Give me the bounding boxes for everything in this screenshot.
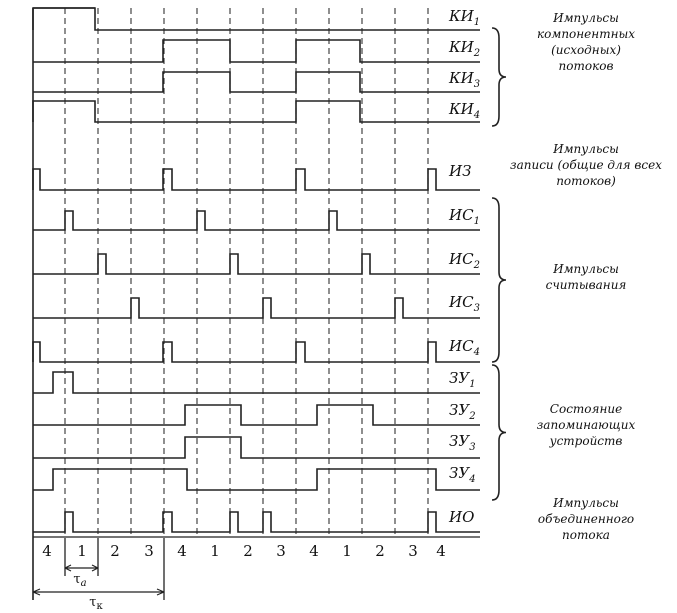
group-description-line: Импульсы (553, 262, 619, 276)
signal-label-subscript: 1 (473, 216, 480, 227)
slot-number: 3 (144, 542, 154, 560)
slot-number: 3 (408, 542, 418, 560)
signal-label-base: КИ (449, 38, 474, 56)
io-waveform (33, 512, 480, 532)
signal-label-base: ЗУ (449, 432, 470, 450)
zu2-waveform (33, 405, 480, 425)
group-description-line: запоминающих (536, 418, 636, 432)
signal-label-base: КИ (449, 7, 474, 25)
signal-label-base: ИО (449, 508, 475, 526)
waveforms (33, 8, 480, 532)
group-braces (492, 28, 506, 500)
group-description-line: Импульсы (553, 142, 619, 156)
signal-label (449, 369, 476, 390)
is2-waveform (33, 254, 480, 274)
group-description (538, 496, 634, 542)
signal-label-subscript: 2 (469, 411, 476, 422)
zu1-waveform (33, 372, 480, 393)
signal-label-base: КИ (449, 69, 474, 87)
group-description-line: (исходных) (551, 43, 621, 57)
group-brace (492, 198, 506, 362)
signal-label-subscript: 3 (469, 442, 476, 453)
bottom-scale (33, 537, 480, 612)
group-description-line: компонентных (536, 27, 636, 41)
slot-number: 4 (177, 542, 187, 560)
ki1-waveform (33, 8, 480, 30)
zu4-waveform (33, 469, 480, 490)
signal-label-subscript: 2 (473, 48, 481, 59)
signal-label-subscript: 1 (473, 17, 481, 28)
group-description-line: объединенного (537, 512, 635, 526)
group-description (546, 262, 627, 292)
is1-waveform (33, 211, 480, 230)
group-description-line: потоков (558, 59, 614, 73)
slot-number: 4 (309, 542, 319, 560)
iz-waveform (33, 169, 480, 190)
signal-label (449, 432, 476, 453)
signal-label-base: ЗУ (449, 401, 470, 419)
is3-waveform (33, 298, 480, 318)
signal-label-subscript: 4 (469, 474, 476, 485)
signal-label-base: ИС (449, 337, 474, 355)
ki2-waveform (33, 40, 480, 62)
slot-number: 4 (436, 542, 446, 560)
signal-label-subscript: 1 (469, 379, 476, 390)
signal-label (448, 337, 480, 358)
group-description-line: записи (общие для всех (510, 158, 662, 172)
zu3-waveform (33, 437, 480, 458)
tau-k-subscript: к (96, 601, 103, 612)
ki4-waveform (33, 101, 480, 122)
group-descriptions (510, 11, 662, 542)
group-description-line: считывания (545, 278, 627, 292)
signal-label-subscript: 3 (473, 79, 481, 90)
group-description (537, 402, 636, 448)
tau-k-symbol: τ (89, 595, 97, 610)
group-description (510, 142, 662, 188)
signal-label (448, 69, 480, 90)
signal-label (449, 401, 476, 422)
signal-label-base: ЗУ (449, 464, 470, 482)
signal-label (449, 464, 476, 485)
slot-number: 2 (375, 542, 385, 560)
signal-label (448, 7, 480, 28)
tau-k-label (89, 595, 103, 612)
group-description-line: устройств (549, 434, 623, 448)
signal-label (448, 38, 480, 59)
signal-label-subscript: 2 (473, 260, 480, 271)
group-description (537, 11, 635, 73)
group-description-line: Импульсы (553, 11, 619, 25)
slot-number: 1 (210, 542, 220, 560)
signal-label-base: ИС (449, 250, 474, 268)
group-description-line: потоков) (556, 174, 616, 188)
signal-label-base: ИС (449, 206, 474, 224)
is4-waveform (33, 342, 480, 362)
tau-a-label (73, 572, 86, 589)
signal-label-subscript: 4 (473, 110, 481, 121)
signal-label-base: ЗУ (449, 369, 470, 387)
signal-label (448, 250, 480, 271)
slot-number: 2 (243, 542, 253, 560)
signal-label (448, 162, 471, 180)
group-brace (492, 365, 506, 500)
slot-number: 2 (110, 542, 120, 560)
signal-label-subscript: 4 (473, 347, 480, 358)
signal-label-base: КИ (449, 100, 474, 118)
tau-a-subscript: а (80, 578, 87, 589)
signal-label-base: ИЗ (449, 162, 472, 180)
signal-label (448, 293, 480, 314)
signal-label-base: ИС (449, 293, 474, 311)
slot-number: 4 (42, 542, 52, 560)
slot-number: 1 (342, 542, 352, 560)
signal-label (448, 508, 474, 526)
group-description-line: потока (562, 528, 610, 542)
group-description-line: Состояние (549, 402, 623, 416)
signal-label-subscript: 3 (473, 303, 480, 314)
tau-a-arrow (65, 565, 98, 571)
signal-label (448, 100, 480, 121)
signal-labels (448, 7, 480, 526)
tau-k-arrow (33, 589, 164, 595)
tau-a-symbol: τ (73, 572, 81, 587)
group-description-line: Импульсы (553, 496, 619, 510)
slot-number: 3 (276, 542, 286, 560)
slot-number: 1 (77, 542, 87, 560)
group-brace (492, 28, 506, 126)
signal-label (448, 206, 480, 227)
ki3-waveform (33, 72, 480, 92)
